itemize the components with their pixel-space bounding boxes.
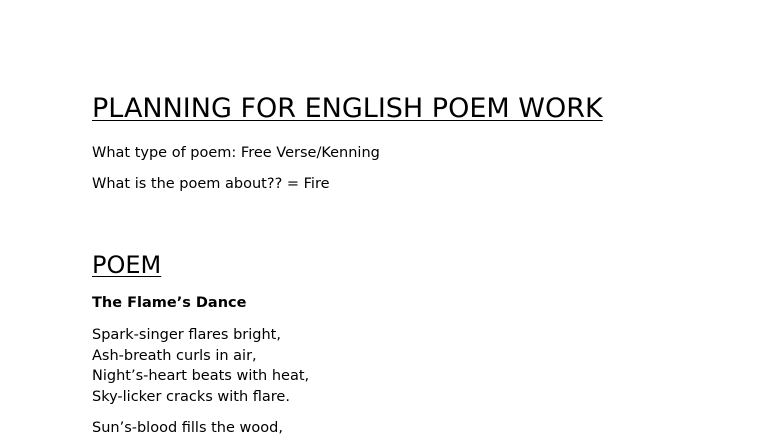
poem-subject-line: What is the poem about?? = Fire <box>92 176 330 192</box>
poem-title: The Flame’s Dance <box>92 295 247 311</box>
poem-stanza-2 <box>92 418 283 439</box>
poem-line: Night’s-heart beats with heat, <box>92 368 310 384</box>
poem-line: Sky-licker cracks with flare. <box>92 388 290 405</box>
poem-line: Spark-singer flares bright, <box>92 327 281 343</box>
page-title: PLANNING FOR ENGLISH POEM WORK <box>92 93 603 124</box>
poem-line: Ash-breath curls in air, <box>92 347 257 364</box>
poem-type-line: What type of poem: Free Verse/Kenning <box>92 145 380 161</box>
poem-section-heading: POEM <box>92 251 162 279</box>
poem-stanza-1 <box>92 325 309 407</box>
poem-line: Sun’s-blood fills the wood, <box>92 420 283 436</box>
